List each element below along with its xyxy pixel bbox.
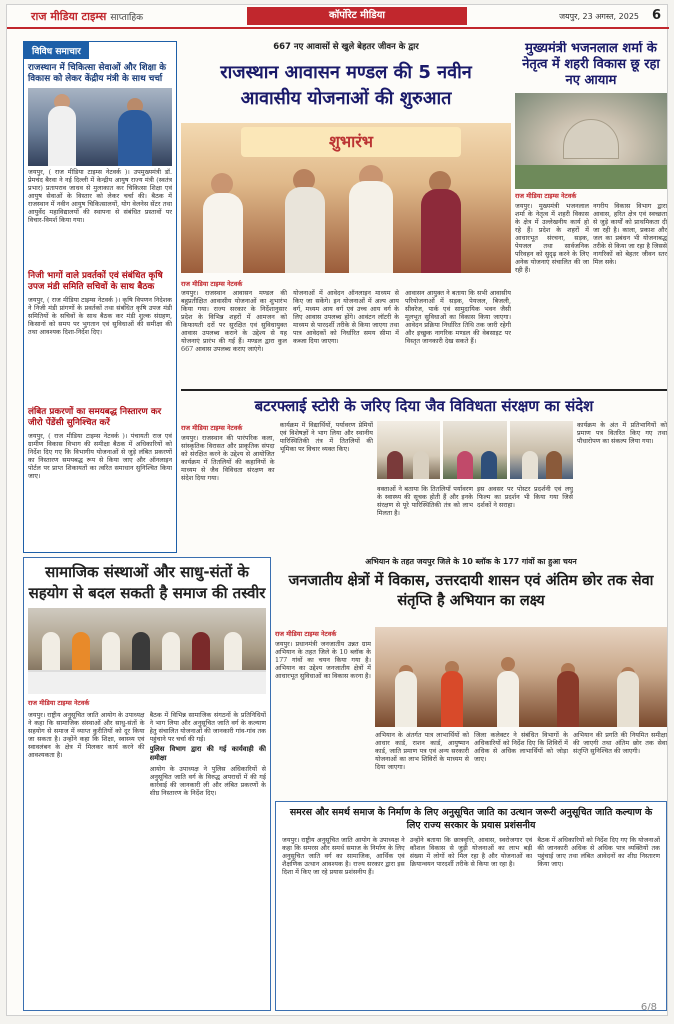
butterfly-photo-3 <box>510 421 573 479</box>
tribal-caption: राज मीडिया टाइम्स नेटवर्क <box>275 630 337 638</box>
newspaper-page <box>6 4 668 1016</box>
lead-photo <box>181 123 511 273</box>
samras-samaj-story <box>275 801 667 1011</box>
sidebar-headline-2: निजी भागों वाले प्रवर्तकों एवं संबंधित कृषि उपज मंडी समिति सचिवों के साथ बैठक <box>28 271 163 292</box>
urban-column-1: जयपुर। मुख्यमंत्री भजनलाल शर्मा के नेतृत्व में शहरी विकास के क्षेत्र में उल्लेखनीय कार्य हो रहे हैं। प्रदेश के शहरों में आधारभूत संरचना, सड़क, पेयजल तथा सार्वजनिक परिवहन को सुदृढ़ करने के लिए अनेक योजनाएं संचालित की जा रही हैं। <box>515 202 589 274</box>
samras-body <box>282 836 660 1006</box>
lead-story <box>181 41 511 353</box>
page-number: 6 <box>651 8 661 23</box>
sidebar-story-3-body: जयपुर, ( राज मीडिया टाइम्स नेटवर्क )। पंचायती राज एवं ग्रामीण विकास विभाग की समीक्षा बैठक में अधिकारियों को निर्देश दिए गए कि विभागीय योजनाओं से जुड़े लंबित प्रकरणों का निस्तारण समयबद्ध रूप से किया जाए और ऑनलाइन पोर्टल पर प्राप्त शिकायतों का त्वरित समाधान सुनिश्चित किया जाए। <box>28 432 172 480</box>
social-body <box>28 711 266 1011</box>
sidebar-headline-1: राजस्थान में चिकित्सा सेवाओं और शिक्षा के विकास को लेकर केंद्रीय मंत्री के साथ चर्चा <box>28 63 167 84</box>
samras-column-3: बैठक में अधिकारियों को निर्देश दिए गए कि योजनाओं की जानकारी अधिक से अधिक पात्र व्यक्तियों तक पहुंचाई जाए तथा लंबित आवेदनों का शीघ्र निस्तारण किया जाए। <box>537 836 661 868</box>
tribal-kicker: अभियान के तहत जयपुर जिले के 10 ब्लॉक के 177 गांवों का हुआ चयन <box>365 557 577 566</box>
paper-name: राज मीडिया टाइम्स साप्ताहिक <box>31 10 144 23</box>
urban-body <box>515 202 667 385</box>
samras-column-1: जयपुर। राष्ट्रीय अनुसूचित जाति आयोग के उपाध्यक्ष ने कहा कि समरस और समर्थ समाज के निर्माण के लिए अनुसूचित जाति वर्ग का सामाजिक, आर्थिक एवं शैक्षणिक उत्थान आवश्यक है। राज्य सरकार द्वारा इस दिशा में किए जा रहे प्रयास प्रशंसनीय हैं। <box>282 836 405 876</box>
butterfly-column-2: कार्यक्रम में विद्यार्थियों, पर्यावरण प्रेमियों एवं विशेषज्ञों ने भाग लिया और स्थानीय पारिस्थितिकी तंत्र में तितलियों की भूमिका पर विचार व्यक्त किए। <box>279 421 373 453</box>
lead-headline: राजस्थान आवासन मण्डल की 5 नवीन आवासीय योजनाओं की शुरुआत <box>220 62 472 109</box>
urban-photo <box>515 93 667 189</box>
butterfly-column-4: इस अवसर पर पोस्टर प्रदर्शनी एवं लघु फिल्म का प्रदर्शन भी किया गया जिसे दर्शकों ने सराहा। <box>477 485 573 509</box>
samras-column-2: उन्होंने बताया कि छात्रवृत्ति, आवास, स्वरोजगार एवं कौशल विकास से जुड़ी योजनाओं का लाभ बड़ी संख्या में लोगों को मिल रहा है और योजनाओं का क्रियान्वयन पारदर्शी तरीके से किया जा रहा है। <box>409 836 533 868</box>
social-organisations-story <box>23 557 271 1011</box>
butterfly-column-5: कार्यक्रम के अंत में प्रतिभागियों को प्रमाण पत्र वितरित किए गए तथा पौधारोपण का संकल्प लिया गया। <box>577 421 667 445</box>
sidebar-headline-3: लंबित प्रकरणों का समयबद्ध निस्तारण कर जीरो पेंडेंसी सुनिश्चित करें <box>28 407 162 428</box>
butterfly-column-3: वक्ताओं ने बताया कि तितलियाँ पर्यावरण के स्वास्थ्य की सूचक होती हैं और इनके संरक्षण से पूरे पारिस्थितिकी तंत्र को लाभ मिलता है। <box>377 485 473 517</box>
lead-column-3: आवासन आयुक्त ने बताया कि सभी आवासीय परियोजनाओं में सड़क, पेयजल, बिजली, सीवरेज, पार्क एवं सामुदायिक भवन जैसी मूलभूत सुविधाओं का विकास किया जाएगा। आवेदन प्रक्रिया निर्धारित तिथि तक जारी रहेगी और इच्छुक नागरिक मण्डल की वेबसाइट पर विस्तृत जानकारी देख सकते हैं। <box>405 289 511 345</box>
samras-headline: समरस और समर्थ समाज के निर्माण के लिए अनुसूचित जाति का उत्थान जरूरी अनुसूचित जाति कल्याण के लिए राज्य सरकार के प्रयास प्रशंसनीय <box>289 807 653 831</box>
butterfly-headline: बटरफ्लाई स्टोरी के जरिए दिया जैव विविधता संरक्षण का संदेश <box>254 397 594 415</box>
social-photo-caption: राज मीडिया टाइम्स नेटवर्क <box>28 699 90 707</box>
social-column-1: जयपुर। राष्ट्रीय अनुसूचित जाति आयोग के उपाध्यक्ष ने कहा कि सामाजिक संस्थाओं और साधु-संतों के सहयोग से समाज में व्याप्त कुरीतियों को दूर किया जा सकता है। उन्होंने कहा कि शिक्षा, स्वास्थ्य एवं स्वावलंबन के क्षेत्र में मिलकर कार्य करने की आवश्यकता है। <box>28 711 145 759</box>
tribal-body <box>275 627 667 795</box>
tribal-development-story <box>275 557 667 795</box>
butterfly-photo-1 <box>377 421 440 479</box>
photo-banner-text: शुभारंभ <box>241 127 461 157</box>
sidebar-story-2-body: जयपुर, ( राज मीडिया टाइम्स नेटवर्क )। कृषि विपणन निदेशक ने निजी मंडी प्रांगणों के प्रवर्तकों तथा संबंधित कृषि उपज मंडी समितियों के सचिवों के साथ बैठक कर मंडी शुल्क संग्रहण, किसानों को समय पर भुगतान एवं सुविधाओं की समीक्षा की तथा आवश्यक दिशा-निर्देश दिए। <box>28 296 172 336</box>
lead-column-1: जयपुर। राजस्थान आवासन मण्डल की बहुप्रतीक्षित आवासीय योजनाओं का शुभारंभ किया गया। राज्य सरकार के निर्देशानुसार प्रदेश के विभिन्न शहरों में आमजन को किफायती दरों पर सुरक्षित एवं सुविधायुक्त आवास उपलब्ध कराने के उद्देश्य से यह योजनाएं प्रारंभ की गई हैं। मण्डल द्वारा कुल 667 आवास उपलब्ध कराए जाएंगे। <box>181 289 287 353</box>
tribal-photo <box>375 627 667 727</box>
butterfly-column-1: राज मीडिया टाइम्स नेटवर्क जयपुर। राजस्थान की पारंपरिक कला, सांस्कृतिक विरासत और प्राकृतिक संपदा को संरक्षित करने के उद्देश्य से आयोजित कार्यक्रम में तितलियों की कहानियों के माध्यम से जैव विविधता संरक्षण का संदेश दिया गया। <box>181 424 275 482</box>
social-headline: सामाजिक संस्थाओं और साधु-संतों के सहयोग से बदल सकती है समाज की तस्वीर <box>28 563 266 602</box>
social-subheading: पुलिस विभाग द्वारा की गई कार्यवाही की समीक्षा <box>149 745 266 762</box>
paper-frequency: साप्ताहिक <box>110 13 144 23</box>
urban-headline: मुख्यमंत्री भजनलाल शर्मा के नेतृत्व में शहरी विकास छू रहा नए आयाम <box>522 41 660 88</box>
tribal-column-2: अभियान के अंतर्गत पात्र लाभार्थियों को आधार कार्ड, राशन कार्ड, आयुष्मान कार्ड, जाति प्रमाण पत्र एवं अन्य सरकारी योजनाओं का लाभ शिविरों के माध्यम से दिया जाएगा। <box>375 731 469 771</box>
lead-kicker: 667 नए आवासों से खुले बेहतर जीवन के द्वार <box>273 42 419 52</box>
page-folio: 6/8 <box>640 1002 657 1013</box>
butterfly-photo-2 <box>443 421 506 479</box>
social-column-2: बैठक में विभिन्न सामाजिक संगठनों के प्रतिनिधियों ने भाग लिया और अनुसूचित जाति वर्ग के कल्याण हेतु संचालित योजनाओं की जानकारी गांव-गांव तक पहुंचाने पर चर्चा की गई। पुलिस विभाग द्वारा की गई कार्यवाही की समीक्षा आयोग के उपाध्यक्ष ने पुलिस अधिकारियों से अनुसूचित जाति वर्ग के विरुद्ध अपराधों में की गई कार्रवाई की जानकारी ली और लंबित प्रकरणों के शीघ्र निस्तारण के निर्देश दिए। <box>149 711 266 797</box>
lead-photo-caption: राज मीडिया टाइम्स नेटवर्क <box>181 280 243 288</box>
section-title: कॉर्पोरेट मीडिया <box>247 7 467 25</box>
butterfly-caption: राज मीडिया टाइम्स नेटवर्क <box>181 424 243 432</box>
urban-photo-caption: राज मीडिया टाइम्स नेटवर्क <box>515 192 577 200</box>
tribal-column-3: जिला कलेक्टर ने संबंधित विभागों के अधिकारियों को निर्देश दिए कि शिविरों में अधिक से अधिक लाभार्थियों को जोड़ा जाए। <box>474 731 568 763</box>
tribal-column-4: अभियान की प्रगति की नियमित समीक्षा की जाएगी तथा अंतिम छोर तक सेवा संतृप्ति सुनिश्चित की जाएगी। <box>573 731 667 755</box>
urban-development-story <box>515 41 667 385</box>
butterfly-story <box>181 389 667 549</box>
tribal-column-1: राज मीडिया टाइम्स नेटवर्क जयपुर। प्रधानमंत्री जनजातीय उन्नत ग्राम अभियान के तहत जिले के 10 ब्लॉक के 177 गांवों का चयन किया गया है। अभियान का उद्देश्य जनजातीय क्षेत्रों में आधारभूत सुविधाओं का विकास करना है। <box>275 630 371 680</box>
lead-column-2: योजनाओं में आवेदन ऑनलाइन माध्यम से किए जा सकेंगे। इन योजनाओं में अल्प आय वर्ग, मध्यम आय वर्ग एवं उच्च आय वर्ग के लिए आवास उपलब्ध होंगे। आवंटन लॉटरी के माध्यम से पारदर्शी तरीके से किया जाएगा तथा पात्र आवेदकों को निर्धारित समय सीमा में कब्जा दिया जाएगा। <box>293 289 399 345</box>
social-photo <box>28 608 266 694</box>
butterfly-body <box>181 421 667 547</box>
sidebar-tag: विविध समाचार <box>24 42 89 59</box>
sidebar-news-box <box>23 41 177 553</box>
butterfly-photos <box>377 421 573 481</box>
sidebar-photo <box>28 88 172 166</box>
tribal-headline: जनजातीय क्षेत्रों में विकास, उत्तरदायी शासन एवं अंतिम छोर तक सेवा संतृप्ति है अभियान का लक्ष्य <box>288 573 654 609</box>
urban-column-2: नगरीय विकास विभाग द्वारा आवास, हरित क्षेत्र एवं स्वच्छता से जुड़े कार्यों को प्राथमिकता दी जा रही है। काला, प्रकाश और जल का प्रबंधन भी योजनाबद्ध तरीके से किया जा रहा है जिससे नागरिकों को बेहतर जीवन स्तर मिल सके। <box>593 202 667 266</box>
issue-date: जयपुर, 23 अगस्त, 2025 <box>559 12 639 21</box>
masthead <box>7 5 669 29</box>
sidebar-story-1-body: जयपुर, ( राज मीडिया टाइम्स नेटवर्क )। उपमुख्यमंत्री डॉ. प्रेमचंद बैरवा ने नई दिल्ली में केन्द्रीय आयुष राज्य मंत्री (स्वतंत्र प्रभार) प्रतापराव जाधव से मुलाकात कर चिकित्सा शिक्षा एवं आयुष सेवाओं के विस्तार को लेकर चर्चा की। बैठक में राजस्थान में नवीन आयुष चिकित्सालयों, योग वेलनेस सेंटर तथा आयुर्वेद महाविद्यालयों की स्थापना से संबंधित प्रस्तावों पर विचार-विमर्श किया गया। <box>28 168 172 224</box>
